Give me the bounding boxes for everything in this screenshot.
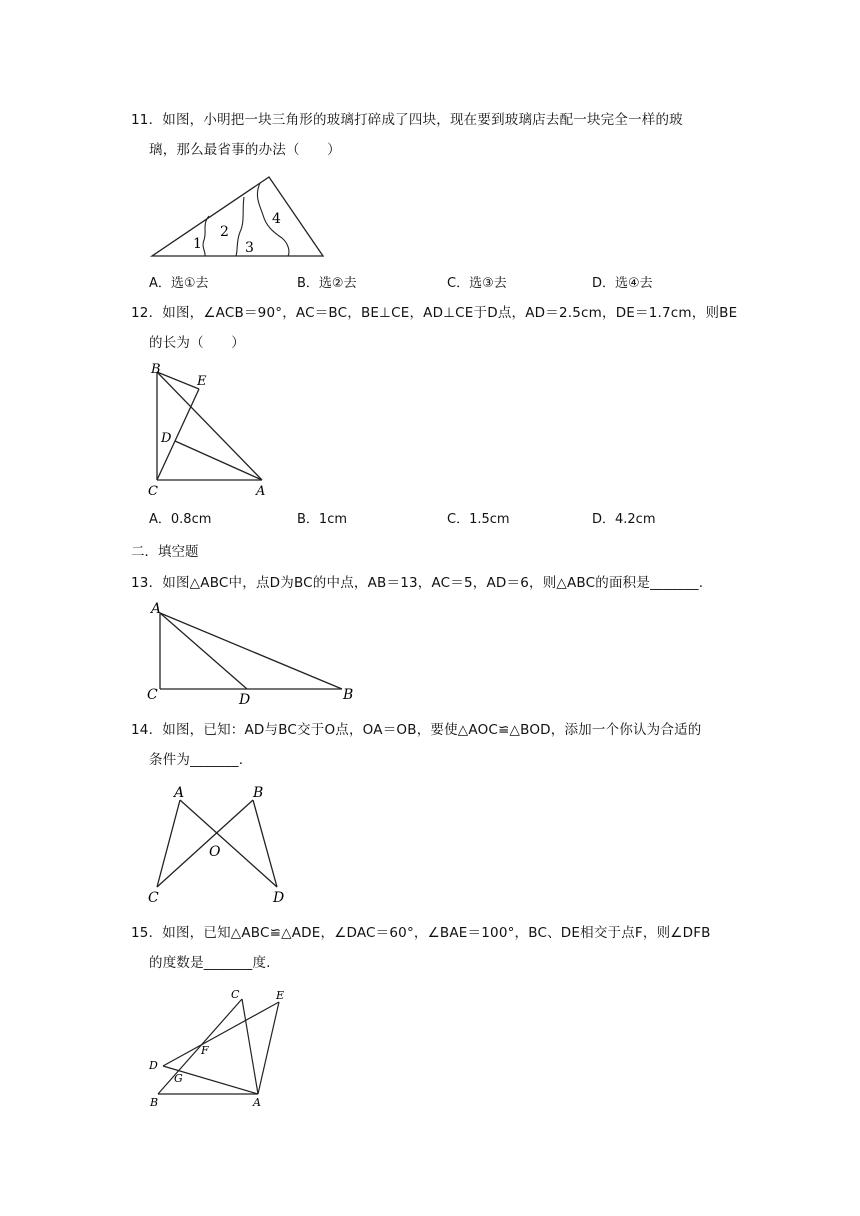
question-13-stem-line1: 13．如图△ABC中，点D为BC的中点，AB＝13，AC＝5，AD＝6，则△ABC的面积是_______. [131, 575, 704, 591]
piece-label-4: 4 [272, 211, 281, 227]
segment-bd [253, 800, 277, 887]
segment-ab [160, 613, 342, 689]
point-label-b: B [151, 362, 161, 377]
figure-triangle-abc-midpoint [145, 600, 360, 708]
point-label-e: E [276, 989, 285, 1002]
point-label-a: A [256, 484, 266, 499]
point-label-d: D [239, 692, 251, 708]
question-12-options [149, 508, 749, 528]
figure-broken-glass-triangle [148, 174, 326, 262]
question-13 [131, 568, 741, 598]
option-d[interactable]: D．选④去 [592, 276, 653, 291]
point-label-c: C [148, 890, 159, 906]
question-12 [131, 298, 741, 358]
option-a[interactable]: A．0.8cm [149, 512, 212, 527]
piece-label-3: 3 [245, 240, 254, 256]
question-14-stem-line2: 条件为_______. [149, 752, 244, 768]
segment-ad [160, 613, 247, 689]
option-a[interactable]: A．选①去 [149, 276, 209, 291]
segment-ad [180, 800, 277, 887]
point-label-c: C [148, 484, 158, 499]
figure-right-triangle-perpendiculars [145, 362, 275, 502]
segment-de [163, 1002, 279, 1066]
point-label-b: B [343, 687, 354, 703]
point-label-a: A [151, 601, 162, 617]
option-b[interactable]: B．选②去 [297, 276, 357, 291]
question-11-stem-line2: 璃，那么最省事的办法（ ） [149, 142, 341, 158]
section-title-fill-in-blank: 二．填空题 [131, 544, 199, 560]
point-label-d: D [149, 1059, 158, 1072]
point-label-f: F [201, 1044, 209, 1057]
question-15 [131, 918, 741, 978]
crack-line-2 [236, 197, 244, 256]
piece-label-2: 2 [220, 224, 229, 240]
segment-bc [157, 800, 253, 887]
point-label-e: E [197, 374, 207, 389]
question-11 [131, 105, 741, 165]
point-label-a: A [253, 1096, 261, 1109]
question-14-stem-line1: 14．如图，已知：AD与BC交于O点，OA＝OB，要使△AOC≌△BOD，添加一个你认为合适的 [131, 722, 702, 738]
question-15-stem-line2: 的度数是_______度. [149, 955, 271, 971]
question-12-stem-line2: 的长为（ ） [149, 335, 245, 351]
point-label-d: D [273, 890, 285, 906]
point-label-b: B [253, 785, 264, 801]
point-label-g: G [174, 1072, 183, 1085]
point-label-c: C [231, 988, 240, 1001]
option-c[interactable]: C．1.5cm [447, 512, 510, 527]
question-15-stem-line1: 15．如图，已知△ABC≌△ADE，∠DAC＝60°，∠BAE＝100°，BC、DE相交于点F，则∠DFB [131, 925, 711, 941]
point-label-o: O [209, 844, 221, 860]
question-12-stem-line1: 12．如图，∠ACB＝90°，AC＝BC，BE⊥CE，AD⊥CE于D点，AD＝2.5cm，DE＝1.7cm，则BE [131, 305, 738, 321]
segment-ac [157, 800, 180, 887]
piece-label-1: 1 [193, 236, 202, 252]
option-b[interactable]: B．1cm [297, 512, 348, 527]
segment-ca [242, 999, 258, 1094]
segment-ea [258, 1002, 279, 1094]
figure-crossed-triangles [145, 782, 295, 906]
segment-bc [158, 999, 242, 1094]
question-11-stem-line1: 11．如图，小明把一块三角形的玻璃打碎成了四块，现在要到玻璃店去配一块完全一样的玻 [131, 112, 683, 128]
option-d[interactable]: D．4.2cm [592, 512, 656, 527]
segment-be [157, 372, 199, 389]
figure-congruent-triangles-rotation [145, 985, 295, 1110]
question-14 [131, 715, 741, 775]
segment-ba [157, 372, 262, 480]
point-label-b: B [150, 1096, 159, 1109]
question-11-options [149, 272, 749, 292]
point-label-c: C [147, 687, 158, 703]
point-label-a: A [174, 785, 185, 801]
crack-line-1 [203, 216, 209, 256]
point-label-d: D [161, 431, 172, 446]
segment-ad [175, 441, 262, 480]
option-c[interactable]: C．选③去 [447, 276, 507, 291]
